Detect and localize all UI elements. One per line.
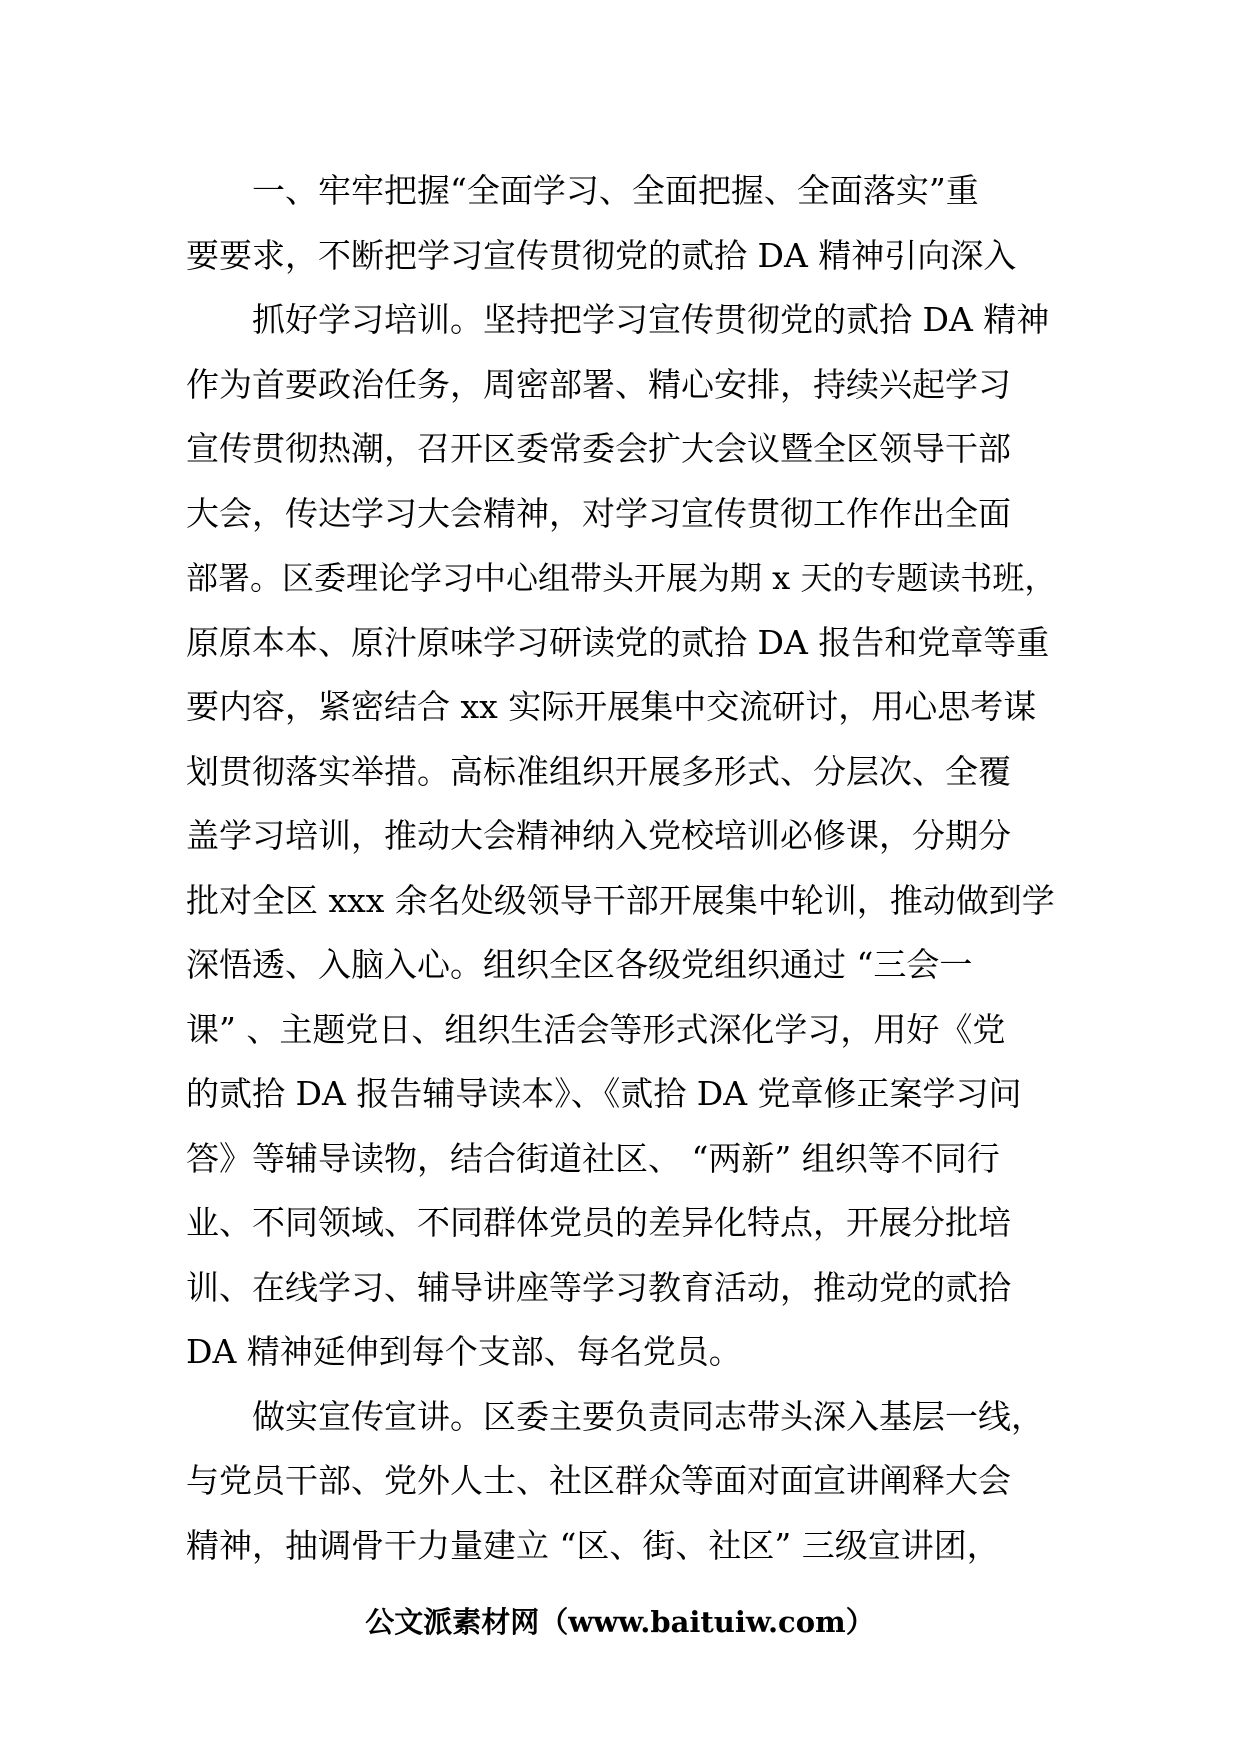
paragraph-line: 抓好学习培训。坚持把学习宣传贯彻党的贰拾 DA 精神 [252, 300, 1050, 339]
paragraph-line: 精神，抽调骨干力量建立 “区、街、社区” 三级宣讲团， [186, 1525, 1000, 1565]
heading-line: 要要求，不断把学习宣传贯彻党的贰拾 DA 精神引向深入 [186, 235, 1017, 275]
paragraph-line: 做实宣传宣讲。区委主要负责同志带头深入基层一线， [252, 1396, 1044, 1436]
paragraph-line: 批对全区 xxx 余名处级领导干部开展集中轮训，推动做到学 [186, 880, 1055, 920]
footer-watermark: 公文派素材网（www.baituiw.com） [365, 1605, 875, 1639]
paragraph-line: 划贯彻落实举措。高标准组织开展多形式、分层次、全覆 [186, 751, 1011, 791]
document-body [186, 159, 1062, 1578]
heading-line: 一、牢牢把握“全面学习、全面把握、全面落实”重 [252, 171, 979, 210]
paragraph-line: 要内容，紧密结合 xx 实际开展集中交流研讨，用心思考谋 [186, 687, 1037, 726]
section-heading [186, 159, 1062, 288]
paragraph-line: 课” 、主题党日、组织生活会等形式深化学习，用好《党 [186, 1009, 1006, 1049]
paragraph-line: 作为首要政治任务，周密部署、精心安排，持续兴起学习 [186, 364, 1011, 404]
paragraph-line: 深悟透、入脑入心。组织全区各级党组织通过 “三会一 [186, 945, 973, 984]
paragraph-line: 业、不同领域、不同群体党员的差异化特点，开展分批培 [186, 1203, 1011, 1242]
paragraph-line: 部署。区委理论学习中心组带头开展为期 x 天的专题读书班， [186, 559, 1057, 597]
paragraph-line: DA 精神延伸到每个支部、每名党员。 [186, 1332, 742, 1371]
paragraph-line: 原原本本、原汁原味学习研读党的贰拾 DA 报告和党章等重 [186, 622, 1050, 662]
paragraph-line: 答》等辅导读物，结合街道社区、 “两新” 组织等不同行 [186, 1138, 1000, 1178]
paragraph-line: 与党员干部、党外人士、社区群众等面对面宣讲阐释大会 [186, 1461, 1011, 1500]
paragraph-line: 盖学习培训，推动大会精神纳入党校培训必修课，分期分 [186, 816, 1011, 855]
paragraph-study-training [186, 288, 1062, 1385]
paragraph-line: 训、在线学习、辅导讲座等学习教育活动，推动党的贰拾 [186, 1267, 1011, 1307]
paragraph-line: 的贰拾 DA 报告辅导读本》、《贰拾 DA 党章修正案学习问 [186, 1074, 1022, 1113]
paragraph-line: 宣传贯彻热潮，召开区委常委会扩大会议暨全区领导干部 [186, 429, 1011, 468]
paragraph-line: 大会，传达学习大会精神，对学习宣传贯彻工作作出全面 [186, 493, 1011, 533]
paragraph-publicity [186, 1385, 1062, 1579]
